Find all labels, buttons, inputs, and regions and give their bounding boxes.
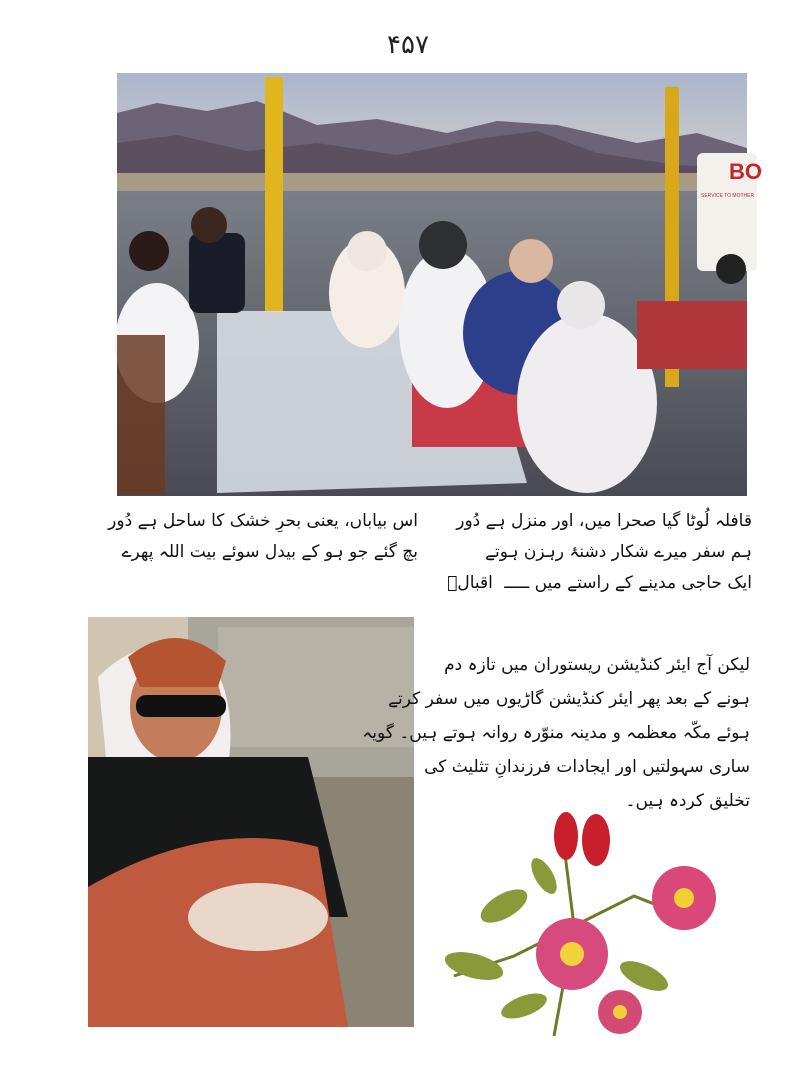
page-number: ۴۵۷ <box>387 30 429 60</box>
van-sub-lettering: SERVICE TO MOTHER <box>701 193 755 199</box>
prose-line: ہوئے مکّہ معظمہ و مدینہ منوّرہ روانہ ہوتے ہیں۔ گویہ <box>362 723 750 743</box>
van-lettering: BO <box>729 159 762 184</box>
poem-left <box>108 506 418 568</box>
prose-line: ہونے کے بعد پھر ایئر کنڈیشن گاڑیوں میں سفر کرتے <box>388 689 750 709</box>
rose-icons <box>536 866 716 1034</box>
poem-left-line: اس بیاباں، یعنی بحرِ خشک کا ساحل ہے دُور <box>108 511 418 531</box>
poem-right <box>438 506 752 599</box>
poem-right-line-text: ایک حاجی مدینے کے راستے میں ـــــ <box>504 573 752 593</box>
poem-right-line <box>438 568 752 599</box>
poem-left-line: بچ گئے جو ہو کے بیدل سوئے بیت اللہ پھرے <box>121 542 418 562</box>
poem-right-line: ہم سفر میرے شکار دشنۂ رہزن ہوتے <box>485 542 752 562</box>
portrait-photo <box>88 617 414 1027</box>
rose-illustration <box>434 806 726 1046</box>
prose-line: ساری سہولتیں اور ایجادات فرزندانِ تثلیث کی <box>424 757 750 777</box>
prose-line: لیکن آج ایئر کنڈیشن ریستوران میں تازہ دم <box>444 655 750 675</box>
prose-paragraph <box>362 648 750 818</box>
poem-attribution: اقبالؔ <box>447 573 493 593</box>
poem-right-line: قافلہ لُوٹا گیا صحرا میں، اور منزل ہے دُور <box>456 511 752 531</box>
prose-line: تخلیق کردہ ہیں۔ <box>625 791 750 811</box>
bud-icons <box>554 812 610 866</box>
group-photo <box>117 73 762 496</box>
